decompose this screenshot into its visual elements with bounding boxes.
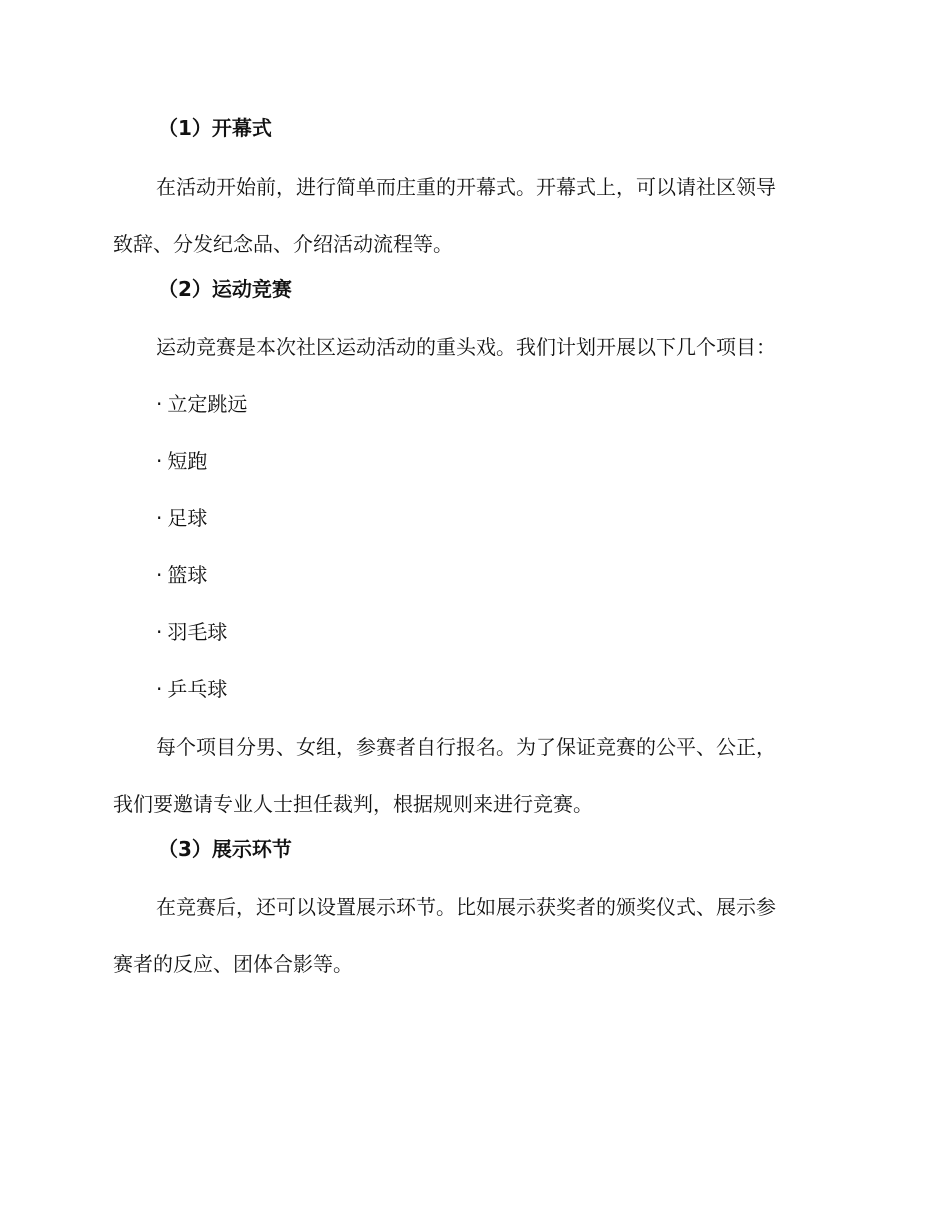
paragraph-line: 在竞赛后，还可以设置展示环节。比如展示获奖者的颁奖仪式、展示参 bbox=[156, 895, 776, 919]
bullet-marker: · bbox=[156, 563, 163, 587]
list-item-label: 乒乓球 bbox=[167, 677, 228, 701]
bullet-marker: · bbox=[156, 506, 163, 530]
list-item bbox=[156, 504, 207, 532]
bullet-marker: · bbox=[156, 677, 163, 701]
list-item-label: 篮球 bbox=[167, 563, 208, 587]
paragraph-line: 赛者的反应、团体合影等。 bbox=[113, 952, 353, 976]
paragraph-line: 致辞、分发纪念品、介绍活动流程等。 bbox=[113, 232, 453, 256]
list-item-label: 羽毛球 bbox=[167, 620, 228, 644]
section-heading-sports-competition: （2）运动竞赛 bbox=[158, 277, 292, 301]
paragraph-line: 在活动开始前，进行简单而庄重的开幕式。开幕式上，可以请社区领导 bbox=[156, 175, 776, 199]
bullet-marker: · bbox=[156, 392, 163, 416]
paragraph-opening-ceremony bbox=[113, 159, 833, 273]
paragraph-line: 运动竞赛是本次社区运动活动的重头戏。我们计划开展以下几个项目： bbox=[156, 335, 776, 359]
paragraph-showcase bbox=[113, 879, 833, 993]
section-heading-opening-ceremony: （1）开幕式 bbox=[158, 116, 272, 140]
list-item bbox=[156, 675, 227, 703]
bullet-marker: · bbox=[156, 620, 163, 644]
list-item bbox=[156, 390, 247, 418]
bullet-marker: · bbox=[156, 449, 163, 473]
list-item-label: 短跑 bbox=[167, 449, 208, 473]
list-item bbox=[156, 618, 227, 646]
list-item-label: 足球 bbox=[167, 506, 208, 530]
list-item bbox=[156, 561, 207, 589]
list-item-label: 立定跳远 bbox=[167, 392, 248, 416]
list-item bbox=[156, 447, 207, 475]
paragraph-line: 每个项目分男、女组，参赛者自行报名。为了保证竞赛的公平、公正， bbox=[156, 735, 776, 759]
paragraph-competition-rules bbox=[113, 719, 833, 833]
section-heading-showcase: （3）展示环节 bbox=[158, 837, 292, 861]
paragraph-competition-intro bbox=[113, 319, 833, 376]
paragraph-line: 我们要邀请专业人士担任裁判，根据规则来进行竞赛。 bbox=[113, 792, 593, 816]
